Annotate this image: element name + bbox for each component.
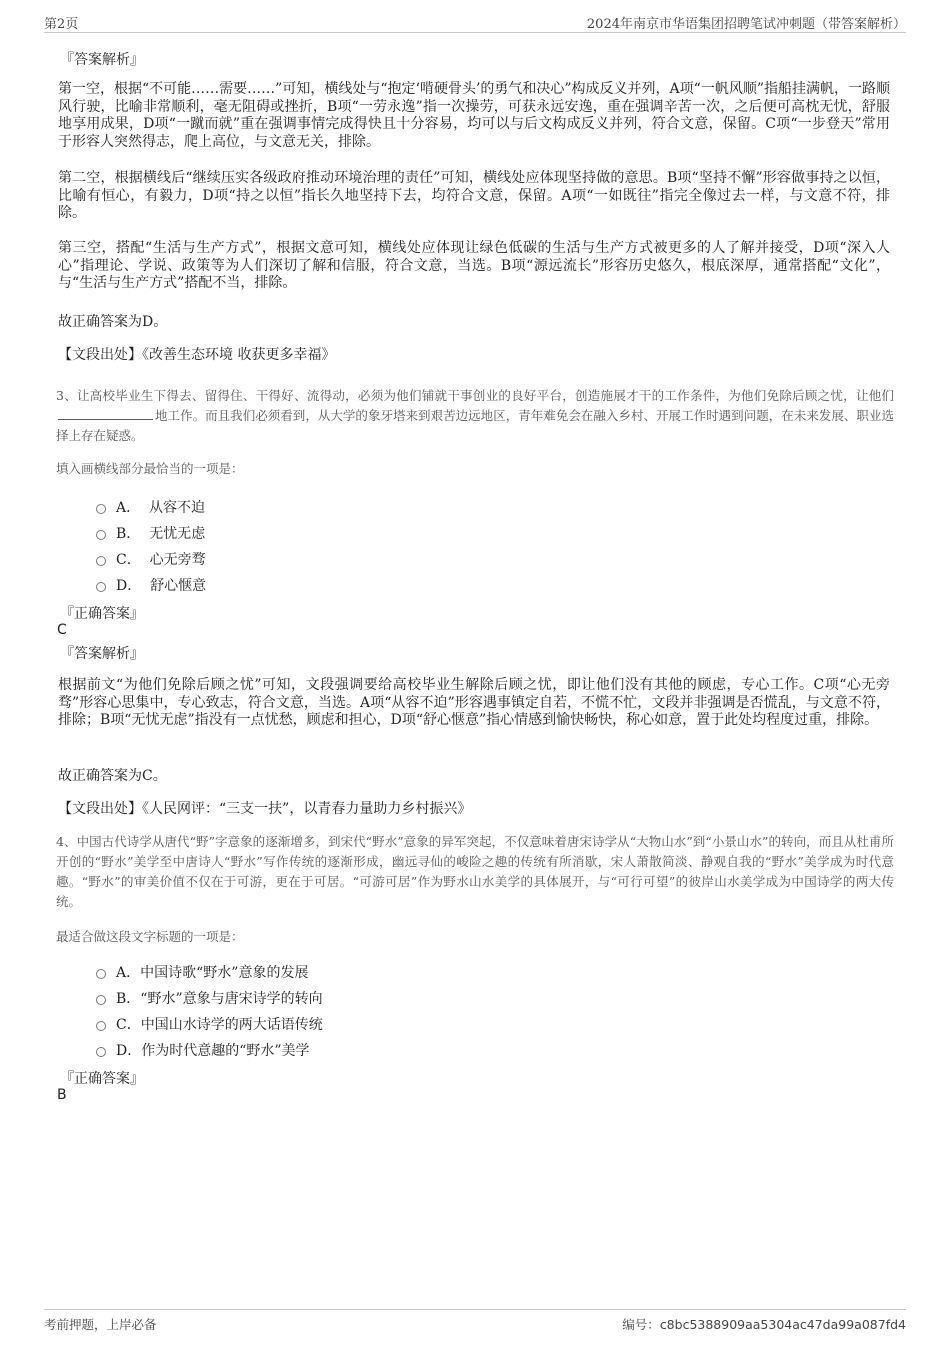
radio-icon[interactable] (96, 504, 106, 514)
q3-option-b[interactable] (96, 523, 205, 543)
q4-option-d[interactable] (96, 1040, 310, 1060)
code-value: c8bc5388909aa5304ac47da99a087fd4 (659, 1317, 906, 1332)
q3-answer-heading: 『正确答案』 (60, 606, 144, 622)
q3-blank (58, 407, 153, 420)
q2-analysis-paragraph-2: 第二空，根据横线后“继续压实各级政府推动环境治理的责任”可知，横线处应体现坚持做的意思。B项“坚持不懈”形容做事持之以恒，比喻有恒心，有毅力，D项“持之以恒”指长久地坚持下去，均符合文意，保留。A项“一如既往”指完全像过去一样，与文意不符，排除。 (58, 170, 890, 221)
code-label: 编号： (622, 1317, 660, 1332)
q2-analysis-heading: 『答案解析』 (60, 52, 144, 68)
q3-analysis: 根据前文“为他们免除后顾之忧”可知，文段强调要给高校毕业生解除后顾之忧，即让他们没有其他的顾虑，专心工作。C项“心无旁骛”形容心思集中，专心致志，符合文意，当选。A项“从容不迫”形容遇事镇定自若，不慌不忙，文段并非强调是否慌乱，与文意不符，排除；B项“无忧无虑”指没有一点忧愁，顾虑和担心，D项“舒心惬意”指心情感到愉快畅快，称心如意，置于此处均程度过重，排除。 (58, 677, 890, 728)
radio-icon[interactable] (96, 1047, 106, 1057)
radio-icon[interactable] (96, 969, 106, 979)
q4-stem: 4、中国古代诗学从唐代“野”字意象的逐渐增多，到宋代“野水”意象的异军突起，不仅意味着唐宋诗学从“大物山水”到“小景山水”的转向，而且从杜甫所开创的“野水”美学至中唐诗人“野水”写作传统的逐渐形成，幽远寻仙的峻险之趣的传统有所消歇，宋人萧散简淡、静观自我的“野水”美学成为时代意趣。“野水”的审美价值不仅在于可游，更在于可居。“可游可居”作为野水山水美学的具体展开，与“可行可望”的彼岸山水美学成为中国诗学的两大传统。 (56, 834, 894, 909)
q4-option-b[interactable] (96, 988, 323, 1008)
option-text: 从容不迫 (149, 500, 206, 516)
q3-prompt: 填入画横线部分最恰当的一项是： (56, 461, 244, 476)
document-code (622, 1315, 906, 1333)
q3-option-c[interactable] (96, 549, 206, 569)
document-title: 2024年南京市华语集团招聘笔试冲刺题（带答案解析） (586, 17, 906, 32)
q4-prompt: 最适合做这段文字标题的一项是： (56, 929, 244, 944)
option-text: “野水”意象与唐宋诗学的转向 (140, 991, 323, 1007)
option-letter: B． (116, 991, 141, 1007)
option-letter: C． (116, 1017, 141, 1033)
option-letter: C． (116, 552, 141, 568)
q4-answer-heading: 『正确答案』 (60, 1071, 144, 1087)
q2-conclusion: 故正确答案为D。 (58, 314, 168, 330)
option-letter: D． (116, 1043, 142, 1059)
radio-icon[interactable] (96, 995, 106, 1005)
option-text: 舒心惬意 (150, 578, 207, 594)
option-text: 无忧无虑 (149, 526, 206, 542)
option-letter: A． (116, 965, 141, 981)
q3-answer: C (57, 622, 67, 638)
option-text: 中国诗歌“野水”意象的发展 (140, 965, 309, 981)
option-text: 作为时代意趣的“野水”美学 (141, 1043, 310, 1059)
q3-stem-before: 3、让高校毕业生下得去、留得住、干得好、流得动，必须为他们铺就干事创业的良好平台，创造施展才干的工作条件，为他们免除后顾之忧，让他们 (56, 388, 894, 403)
page-number: 第2页 (44, 17, 79, 32)
q2-source: 【文段出处】《改善生态环境 收获更多幸福》 (58, 347, 336, 363)
option-text: 心无旁骛 (149, 552, 206, 568)
q3-source: 【文段出处】《人民网评：“三支一扶”，以青春力量助力乡村振兴》 (58, 801, 472, 817)
page-footer (44, 1309, 906, 1334)
q4-answer: B (57, 1087, 67, 1103)
q2-analysis-paragraph-1: 第一空，根据“不可能……需要……”可知，横线处与“抱定‘啃硬骨头’的勇气和决心”构成反义并列，A项“一帆风顺”指船挂满帆，一路顺风行驶，比喻非常顺利，毫无阻碍或挫折，B项“一劳永逸”指一次操劳，可获永远安逸，重在强调辛苦一次，之后便可高枕无忧，舒服地享用成果，D项“一蹴而就”重在强调事情完成得快且十分容易，均可以与后文构成反义并列，符合文意，保留。C项“一步登天”常用于形容人突然得志，爬上高位，与文意无关，排除。 (58, 81, 890, 150)
radio-icon[interactable] (96, 556, 106, 566)
q3-option-d[interactable] (96, 575, 206, 595)
footer-note: 考前押题，上岸必备 (44, 1317, 157, 1332)
radio-icon[interactable] (96, 582, 106, 592)
radio-icon[interactable] (96, 1021, 106, 1031)
option-letter: A． (116, 500, 141, 516)
option-letter: B． (116, 526, 141, 542)
q3-option-a[interactable] (96, 497, 205, 517)
q3-stem-after: 地工作。而且我们必须看到，从大学的象牙塔来到艰苦边远地区，青年难免会在融入乡村、开展工作时遇到问题，在未来发展、职业选择上存在疑惑。 (56, 408, 894, 443)
q3-conclusion: 故正确答案为C。 (58, 768, 167, 784)
page-header (44, 10, 906, 33)
radio-icon[interactable] (96, 530, 106, 540)
q3-analysis-heading: 『答案解析』 (60, 646, 144, 662)
option-letter: D． (116, 578, 142, 594)
option-text: 中国山水诗学的两大话语传统 (140, 1017, 323, 1033)
q2-analysis-paragraph-3: 第三空，搭配“生活与生产方式”，根据文意可知，横线处应体现让绿色低碳的生活与生产方式被更多的人了解并接受，D项“深入人心”指理论、学说、政策等为人们深切了解和信服，符合文意，当选。B项“源远流长”形容历史悠久，根底深厚，通常搭配“文化”，与“生活与生产方式”搭配不当，排除。 (58, 240, 890, 291)
q4-option-a[interactable] (96, 962, 308, 982)
q3-stem (56, 386, 894, 446)
q4-option-c[interactable] (96, 1014, 323, 1034)
